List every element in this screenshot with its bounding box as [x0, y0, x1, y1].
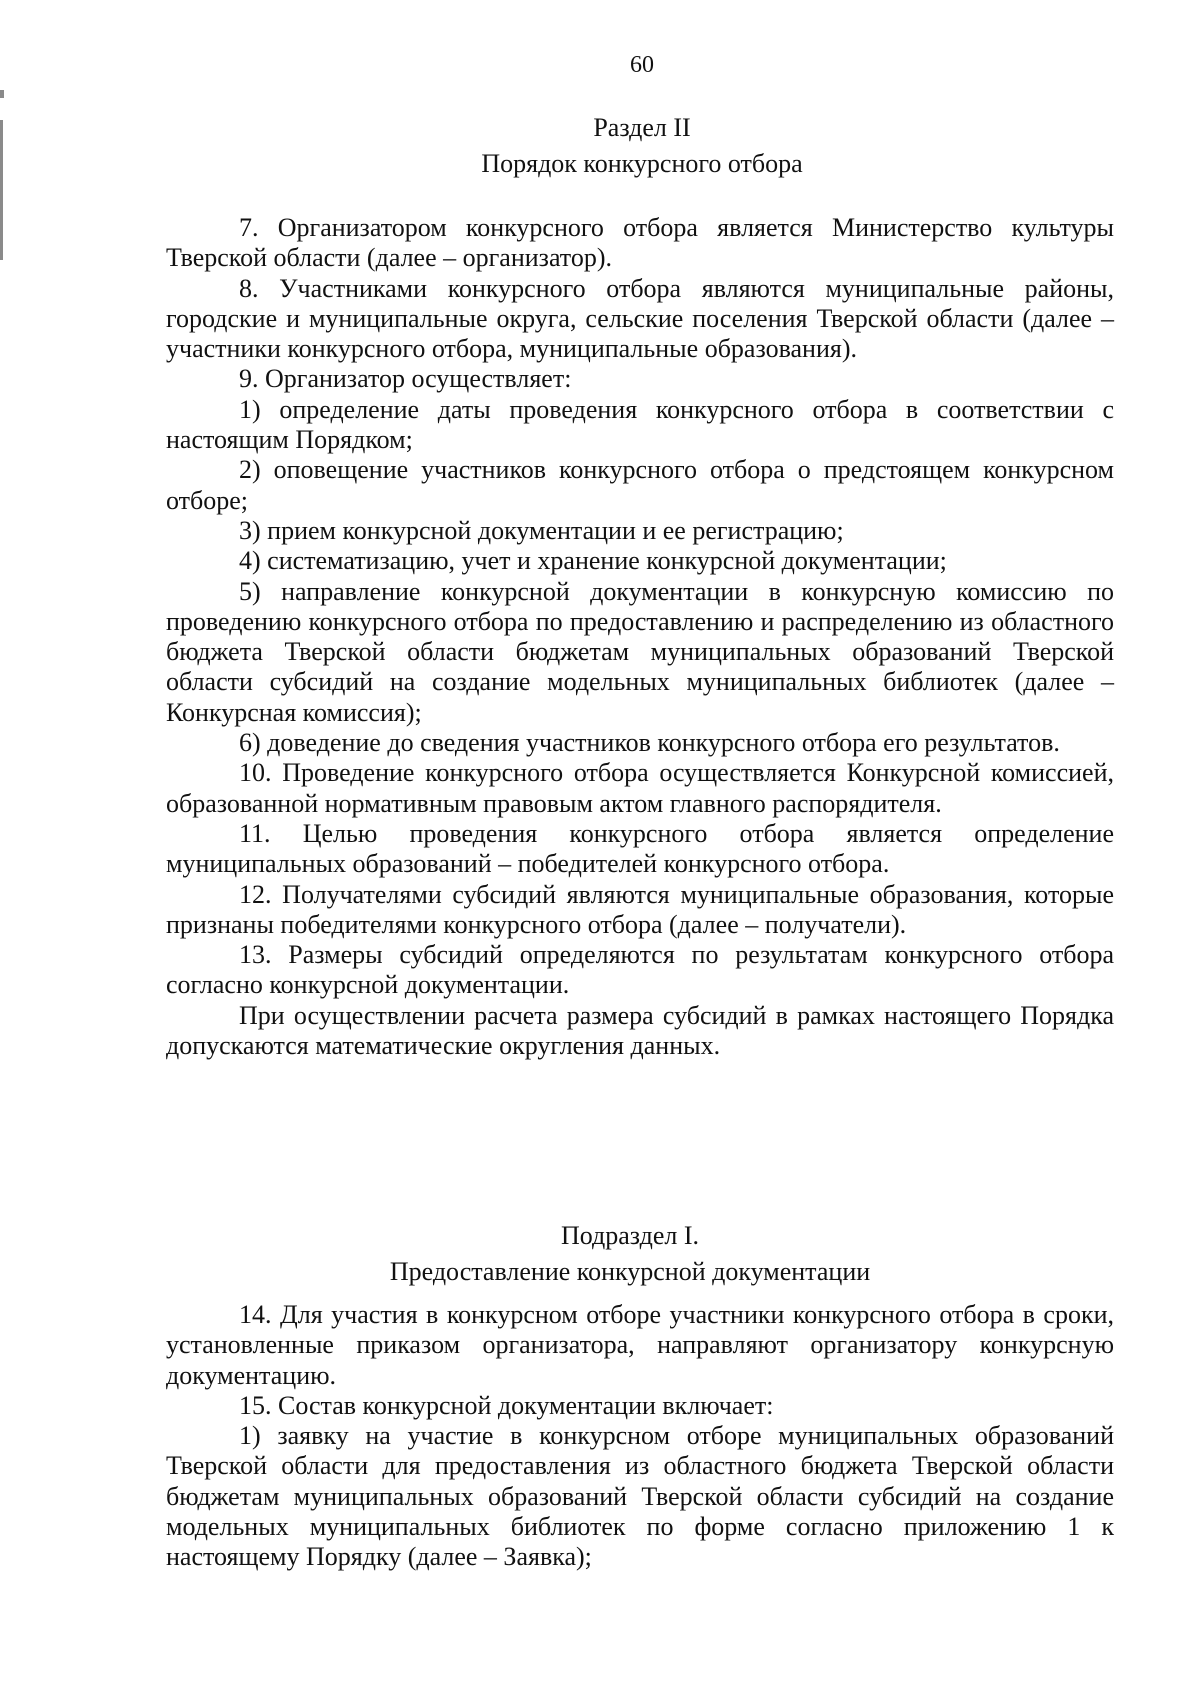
subsection-title: Подраздел I. [561, 1221, 699, 1250]
paragraph-11: 11. Целью проведения конкурсного отбора является определение муниципальных образований – победителей конкурсного отбора. [166, 818, 1114, 879]
list-item-1: 1) заявку на участие в конкурсном отборе муниципальных образований Тверской области для предоставления из областного бюджета Тверской области бюджетам муниципальных образований Тверской области субсидий на создание модельных муниципальных библиотек по форме согласно приложению 1 к настоящему Порядку (далее – Заявка); [166, 1421, 1114, 1572]
subsection-body [166, 1300, 1114, 1573]
paragraph-13: 13. Размеры субсидий определяются по результатам конкурсного отбора согласно конкурсной документации. [166, 940, 1114, 1000]
scan-edge-mark [0, 90, 4, 98]
paragraph-7: 7. Организатором конкурсного отбора является Министерство культуры Тверской области (далее – организатор). [166, 213, 1114, 273]
paragraph-15: 15. Состав конкурсной документации включает: [239, 1390, 774, 1420]
list-item-2: 2) оповещение участников конкурсного отбора о предстоящем конкурсном отборе; [166, 455, 1114, 515]
list-item-1: 1) определение даты проведения конкурсного отбора в соответствии с настоящим Порядком; [166, 394, 1114, 455]
section-subtitle: Порядок конкурсного отбора [481, 149, 803, 178]
section-title: Раздел II [593, 113, 691, 142]
paragraph-9: 9. Организатор осуществляет: [239, 364, 572, 394]
list-item-4: 4) систематизацию, учет и хранение конкурсной документации; [239, 546, 947, 576]
section-body [166, 213, 1114, 1061]
paragraph-14: 14. Для участия в конкурсном отборе участники конкурсного отбора в сроки, установленные приказом организатора, направляют организатору конкурсную документацию. [166, 1300, 1114, 1390]
paragraph-10: 10. Проведение конкурсного отбора осуществляется Конкурсной комиссией, образованной нормативным правовым актом главного распорядителя. [166, 758, 1114, 818]
paragraph-12: 12. Получателями субсидий являются муниципальные образования, которые признаны победителями конкурсного отбора (далее – получатели). [166, 879, 1114, 939]
paragraph-rounding: При осуществлении расчета размера субсидий в рамках настоящего Порядка допускаются математические округления данных. [166, 1000, 1114, 1061]
list-item-5: 5) направление конкурсной документации в конкурсную комиссию по проведению конкурсного отбора по предоставлению и распределению из областного бюджета Тверской области бюджетам муниципальных образований Тверской области субсидий на создание модельных муниципальных библиотек (далее – Конкурсная комиссия); [166, 576, 1114, 727]
list-item-3: 3) прием конкурсной документации и ее регистрацию; [239, 515, 844, 545]
paragraph-8: 8. Участниками конкурсного отбора являются муниципальные районы, городские и муниципальные округа, сельские поселения Тверской области (далее – участники конкурсного отбора, муниципальные образования). [166, 273, 1114, 364]
list-item-6: 6) доведение до сведения участников конкурсного отбора его результатов. [239, 728, 1060, 758]
page-number: 60 [630, 52, 654, 78]
subsection-subtitle: Предоставление конкурсной документации [389, 1257, 871, 1286]
